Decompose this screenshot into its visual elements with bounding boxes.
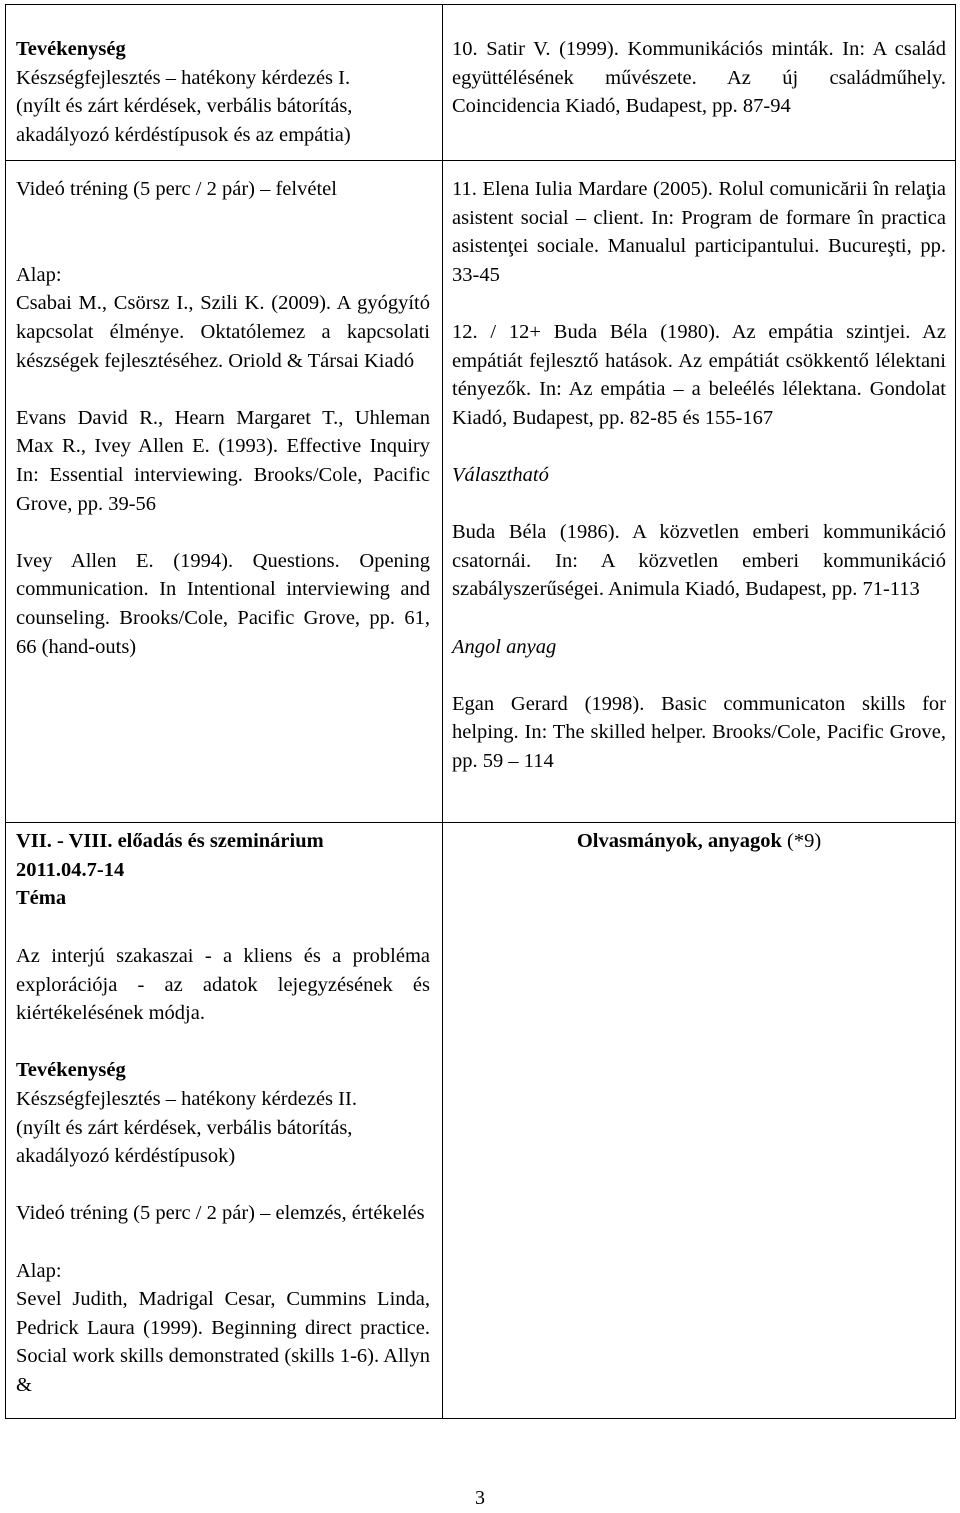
activity-line: (nyílt és zárt kérdések, verbális bátorítás, (16, 95, 353, 118)
readings-note: (*9) (787, 830, 822, 852)
readings-heading: Olvasmányok, anyagok (576, 830, 782, 852)
left-cell-readings-1 (16, 175, 430, 661)
reference-buda-1986: Buda Béla (1986). A közvetlen emberi kommunikáció csatornái. In: A közvetlen emberi kommunikáció szabályszerűségei. Animula Kiadó, Budapest, pp. 71-113 (452, 521, 946, 601)
lecture-date: 2011.04.7-14 (16, 858, 125, 881)
row-divider (6, 160, 955, 161)
activity-line: akadályozó kérdéstípusok és az empátia) (16, 123, 351, 146)
right-cell-readings-heading (452, 827, 946, 856)
left-cell-activity-1 (16, 35, 430, 149)
row-divider (6, 822, 955, 823)
topic-text: Az interjú szakaszai - a kliens és a probléma explorációja - az adatok lejegyzésének és kiértékelésének módja. (16, 945, 430, 1025)
reference-satir: 10. Satir V. (1999). Kommunikációs minták. In: A család együttélésének művészete. Az új családműhely. Coincidencia Kiadó, Budapest, pp. 87-94 (452, 38, 946, 118)
reference-mardare: 11. Elena Iulia Mardare (2005). Rolul comunicării în relaţia asistent social – client. In: Program de formare în practica asistenţei sociale. Manualul participantului. Bucureşti, pp. 33-45 (452, 178, 946, 286)
english-material-heading: Angol anyag (452, 635, 557, 658)
right-cell-reference-10 (452, 35, 946, 121)
alap-label: Alap: (16, 1259, 62, 1282)
reference-ivey: Ivey Allen E. (1994). Questions. Opening communication. In Intentional interviewing and counseling. Brooks/Cole, Pacific Grove, pp. 61, 66 (hand-outs) (16, 549, 430, 658)
alap-label: Alap: (16, 263, 62, 286)
activity-heading: Tevékenység (16, 38, 126, 60)
video-training: Videó tréning (5 perc / 2 pár) – felvétel (16, 178, 337, 200)
topic-heading: Téma (16, 887, 67, 910)
page-number: 3 (475, 1487, 485, 1509)
syllabus-table (5, 4, 956, 1419)
left-cell-lecture-title (16, 827, 430, 913)
reference-buda-1980: 12. / 12+ Buda Béla (1980). Az empátia szintjei. Az empátiát fejlesztő hatások. Az empátiát csökkentő lélektani tényezők. In: Az empátia – a beleélés lélektana. Gondolat Kiadó, Budapest, pp. 82-85 és 155-167 (452, 320, 946, 429)
right-cell-references (452, 175, 946, 775)
activity-line: akadályozó kérdéstípusok) (16, 1145, 236, 1168)
activity-line: Készségfejlesztés – hatékony kérdezés I. (16, 66, 351, 89)
reference-csabai: Csabai M., Csörsz I., Szili K. (2009). A gyógyító kapcsolat élménye. Oktatólemez a kapcsolati készségek fejlesztéséhez. Oriold & Társai Kiadó (16, 292, 430, 372)
column-divider (442, 5, 443, 1418)
optional-heading: Választható (452, 463, 549, 486)
activity-heading: Tevékenység (16, 1059, 126, 1082)
left-cell-activity-2 (16, 942, 430, 1400)
activity-line: Készségfejlesztés – hatékony kérdezés II. (16, 1087, 357, 1110)
lecture-title: VII. - VIII. előadás és szeminárium (16, 830, 324, 852)
reference-evans: Evans David R., Hearn Margaret T., Uhleman Max R., Ivey Allen E. (1993). Effective Inquiry In: Essential interviewing. Brooks/Cole, Pacific Grove, pp. 39-56 (16, 406, 430, 515)
video-training: Videó tréning (5 perc / 2 pár) – elemzés, értékelés (16, 1202, 425, 1225)
reference-egan: Egan Gerard (1998). Basic communicaton skills for helping. In: The skilled helper. Brooks/Cole, Pacific Grove, pp. 59 – 114 (452, 692, 946, 772)
activity-line: (nyílt és zárt kérdések, verbális bátorítás, (16, 1116, 353, 1139)
reference-sevel: Sevel Judith, Madrigal Cesar, Cummins Linda, Pedrick Laura (1999). Beginning direct practice. Social work skills demonstrated (skills 1-6). Allyn & (16, 1288, 430, 1396)
